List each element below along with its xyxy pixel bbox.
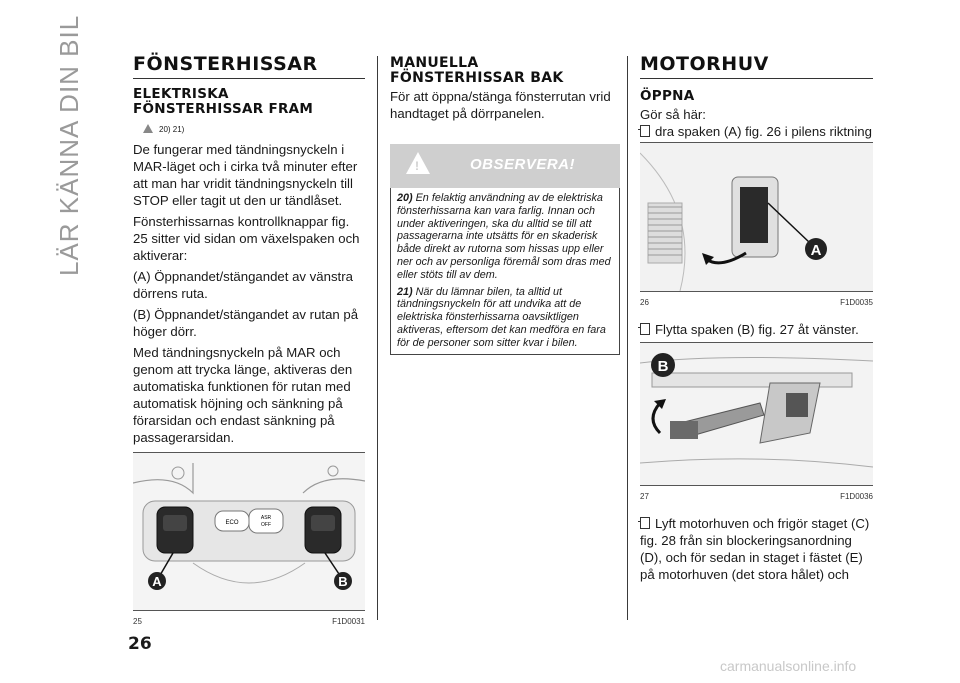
figure-caption: 25 F1D0031 [133, 617, 365, 626]
hood-lever-illustration [640, 143, 873, 291]
note-1: 20) En felaktig användning av de elektriska fönsterhissarna kan vara farlig. Innan och under aktiveringen, ska du alltid se till att passagerarna inte utsätts för en skaderisk både direkt av rutorna som hissas upp eller ner och av personliga föremål som dras med eller stöts till av dem. [397, 192, 611, 281]
paragraph: För att öppna/stänga fönsterrutan vrid handtaget på dörrpanelen. [390, 89, 611, 121]
paragraph: Fönsterhissarnas kontrollknappar fig. 25 sitter vid sidan om växelspaken och aktiverar: [133, 214, 360, 263]
label-b: B [338, 574, 348, 589]
label-a: A [810, 242, 822, 259]
eco-button-label: ECO [225, 520, 239, 526]
step-2: Flytta spaken (B) fig. 27 åt vänster. [640, 321, 873, 338]
step-1: dra spaken (A) fig. 26 i pilens riktning [640, 123, 873, 140]
step-bullet-icon [640, 125, 650, 137]
section-heading: FÖNSTERHISSAR [133, 53, 318, 75]
warning-icon [143, 124, 153, 133]
window-switch-illustration [133, 453, 365, 610]
figure-26 [640, 142, 873, 292]
column-divider-2 [627, 56, 628, 620]
warning-box-body [390, 188, 620, 355]
subheading: ELEKTRISKA FÖNSTERHISSAR FRAM [133, 86, 314, 117]
section-heading-rear-windows: MANUELLA FÖNSTERHISSAR BAK [390, 55, 564, 86]
paragraph: De fungerar med tändningsnyckeln i MAR-läget och i cirka två minuter efter att man har vridit tändningsnyckeln till STOP eller tagit ut den ur tändlåset. [133, 142, 358, 208]
asr-button-label-2: OFF [261, 522, 271, 528]
column-divider-1 [377, 56, 378, 620]
figure-25 [133, 452, 365, 611]
paragraph: (B) Öppnandet/stängandet av rutan på höger dörr. [133, 307, 359, 339]
heading-rule [133, 78, 365, 79]
paragraph: (A) Öppnandet/stängandet av vänstra dörrens ruta. [133, 269, 353, 301]
figure-27 [640, 342, 873, 486]
heading-rule [640, 78, 873, 79]
page-number: 26 [128, 634, 152, 654]
note-2: 21) När du lämnar bilen, ta alltid ut tändningsnyckeln för att undvika att de elektriska fönsterhissarna oavsiktligen aktiveras, eftersom det kan medföra en fara för de personer som sitter kvar i bilen. [397, 285, 606, 349]
step-bullet-icon [640, 323, 650, 335]
label-a: A [152, 574, 162, 589]
figure-caption: 26 F1D0035 [640, 298, 873, 307]
watermark-footer: carmanualsonline.info [720, 658, 857, 674]
warning-triangle-icon [406, 152, 430, 174]
column-3 [640, 53, 873, 583]
asr-button-label: ASR [260, 515, 272, 521]
paragraph: Med tändningsnyckeln på MAR och genom att trycka länge, aktiveras den automatiska funktionen för rutan med automatisk höjning och sänkning på förarsidan och endast sänkning på passagerarsidan. [133, 345, 353, 445]
column-1 [133, 53, 365, 630]
warning-refs: 20) 21) [143, 119, 365, 138]
subheading: ÖPPNA [640, 88, 695, 104]
label-b: B [657, 358, 669, 375]
step-3: Lyft motorhuven och frigör staget (C) fig. 28 från sin blockeringsanordning (D), och för sedan in staget i fästet (E) på motorhuven (det stora hålet) och [640, 516, 870, 582]
step-bullet-icon [640, 517, 650, 529]
warning-box-header: ! OBSERVERA! [390, 144, 620, 188]
section-heading: MOTORHUV [640, 53, 769, 75]
warning-box [390, 144, 620, 355]
figure-caption: 27 F1D0036 [640, 492, 873, 501]
column-2 [390, 56, 620, 355]
side-section-title: LÄR KÄNNA DIN BIL [54, 14, 84, 276]
paragraph: Gör så här: [640, 107, 706, 122]
hood-release-illustration [640, 343, 873, 485]
